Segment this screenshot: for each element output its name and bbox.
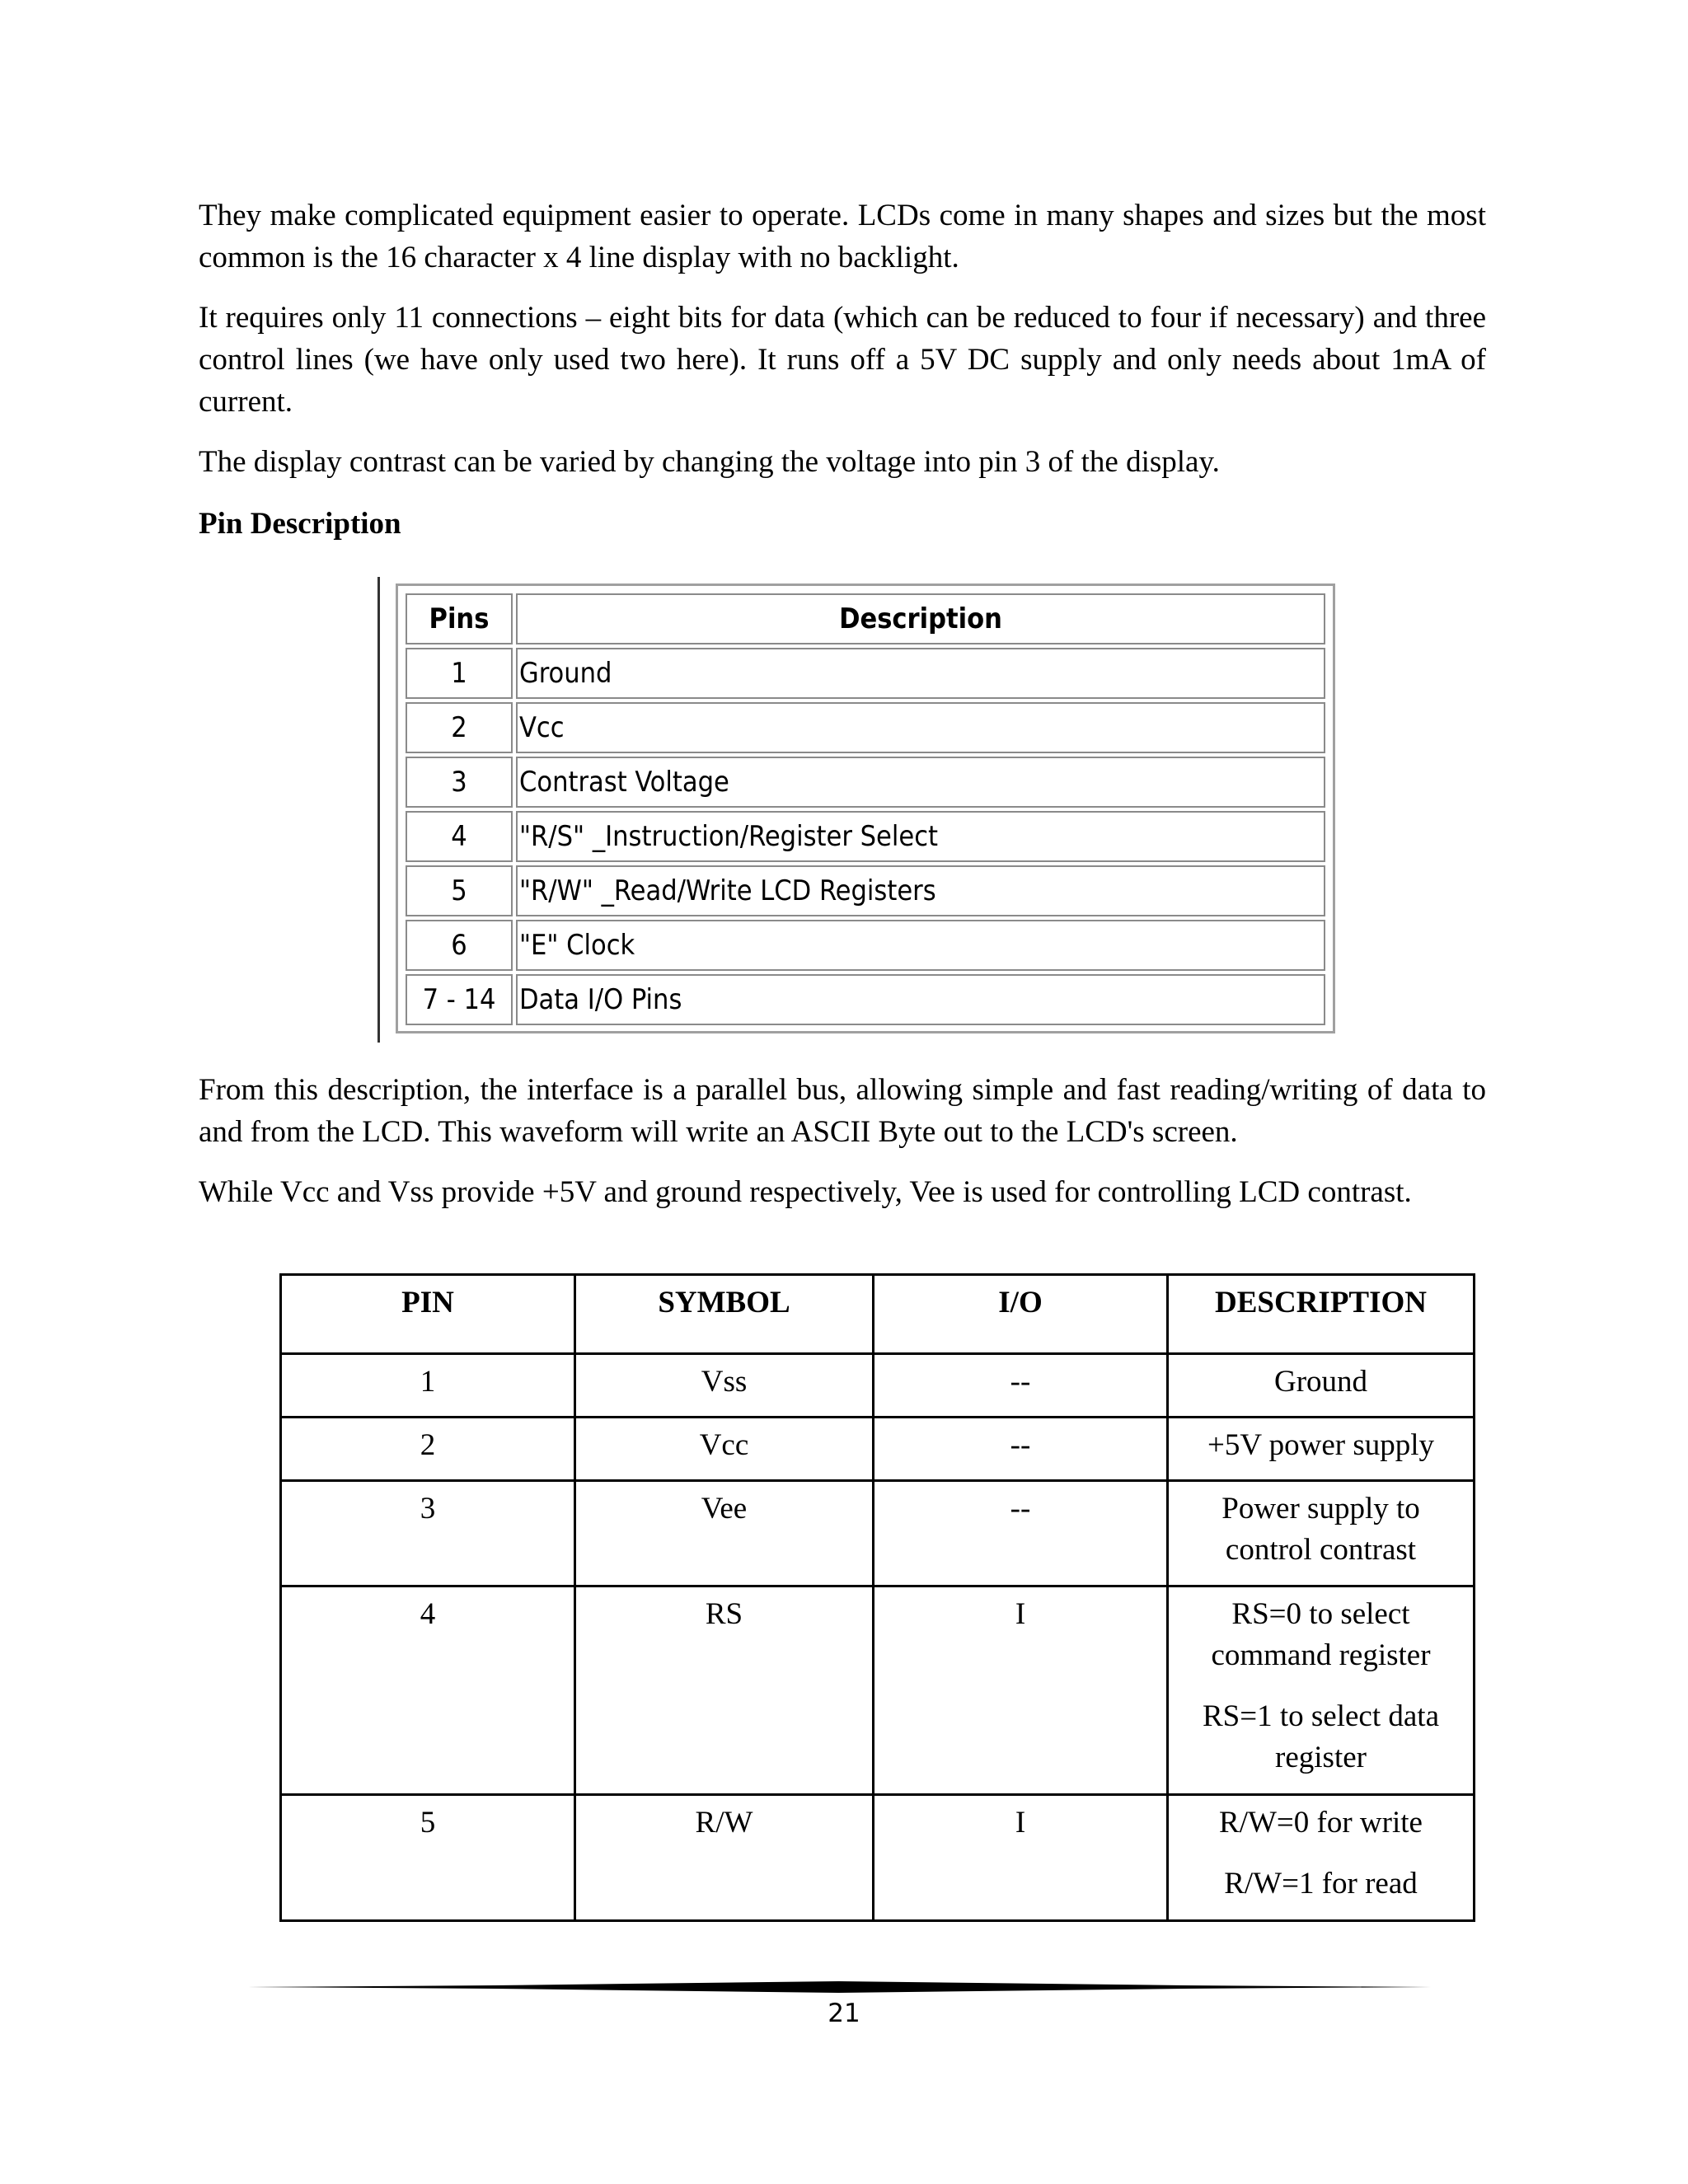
header-io: I/O (874, 1275, 1168, 1354)
cell-symbol: RS (575, 1586, 874, 1795)
cell-description (1168, 1354, 1475, 1418)
table-row (281, 1586, 1475, 1795)
figure-cell-pin: 2 (406, 702, 513, 753)
cell-pin: 3 (281, 1481, 575, 1586)
table-row (406, 865, 1325, 916)
table-row (281, 1481, 1475, 1586)
figure-cell-description: Ground (516, 648, 1325, 699)
header-description: DESCRIPTION (1168, 1275, 1475, 1354)
figure-cell-description: "R/S" _Instruction/Register Select (516, 811, 1325, 862)
cell-io: -- (874, 1418, 1168, 1481)
header-symbol: SYMBOL (575, 1275, 874, 1354)
figure-cell-pin: 4 (406, 811, 513, 862)
figure-cell-description: Vcc (516, 702, 1325, 753)
figure-header-description: Description (516, 593, 1325, 644)
figure-cell-description: "R/W" _Read/Write LCD Registers (516, 865, 1325, 916)
description-line: R/W=1 for read (1224, 1867, 1418, 1900)
figure-cell-description: "E" Clock (516, 920, 1325, 971)
pin-description-figure-table (402, 590, 1329, 1029)
cell-pin: 4 (281, 1586, 575, 1795)
cell-io: I (874, 1586, 1168, 1795)
description-line: Power supply to control contrast (1221, 1492, 1420, 1567)
description-line: +5V power supply (1207, 1428, 1435, 1462)
table-row (281, 1354, 1475, 1418)
table-row (406, 648, 1325, 699)
interface-paragraph: From this description, the interface is a parallel bus, allowing simple and fast reading/writing of data to and from the LCD. This waveform will write an ASCII Byte out to the LCD's screen. (199, 1073, 1486, 1149)
description-line: RS=1 to select data register (1202, 1699, 1439, 1774)
cell-symbol: Vss (575, 1354, 874, 1418)
cell-pin: 2 (281, 1418, 575, 1481)
figure-cell-description: Contrast Voltage (516, 757, 1325, 808)
pin-description-figure (377, 577, 1342, 1043)
cell-symbol: Vcc (575, 1418, 874, 1481)
pin-symbol-table (279, 1273, 1475, 1922)
cell-description (1168, 1481, 1475, 1586)
cell-symbol: Vee (575, 1481, 874, 1586)
figure-cell-pin: 6 (406, 920, 513, 971)
cell-description (1168, 1795, 1475, 1921)
figure-left-rule (377, 577, 380, 1043)
figure-cell-pin: 5 (406, 865, 513, 916)
figure-cell-pin: 7 - 14 (406, 974, 513, 1025)
cell-description (1168, 1586, 1475, 1795)
section-heading: Pin Description (199, 507, 401, 541)
cell-symbol: R/W (575, 1795, 874, 1921)
description-line: Ground (1273, 1365, 1368, 1399)
description-line: RS=0 to select command register (1211, 1597, 1431, 1672)
figure-cell-description: Data I/O Pins (516, 974, 1325, 1025)
table-row (406, 974, 1325, 1025)
pin-table-header-row (281, 1275, 1475, 1354)
table-row (281, 1418, 1475, 1481)
table-row (281, 1795, 1475, 1921)
cell-description (1168, 1418, 1475, 1481)
vee-paragraph: While Vcc and Vss provide +5V and ground respectively, Vee is used for controlling LCD contrast. (199, 1175, 1412, 1209)
connections-paragraph: It requires only 11 connections – eight bits for data (which can be reduced to four if necessary) and three control lines (we have only used two here). It runs off a 5V DC supply and only needs about 1mA of current. (199, 301, 1486, 419)
cell-io: -- (874, 1354, 1168, 1418)
cell-io: I (874, 1795, 1168, 1921)
figure-cell-pin: 1 (406, 648, 513, 699)
cell-io: -- (874, 1481, 1168, 1586)
header-pin: PIN (281, 1275, 575, 1354)
page-number: 21 (828, 1999, 860, 2028)
intro-paragraph: They make complicated equipment easier to operate. LCDs come in many shapes and sizes but the most common is the 16 character x 4 line display with no backlight. (199, 199, 1486, 274)
table-row (406, 811, 1325, 862)
figure-table-header-row (406, 593, 1325, 644)
table-row (406, 757, 1325, 808)
cell-pin: 1 (281, 1354, 575, 1418)
table-row (406, 702, 1325, 753)
description-line: R/W=0 for write (1219, 1806, 1423, 1840)
figure-cell-pin: 3 (406, 757, 513, 808)
figure-header-pins: Pins (406, 593, 513, 644)
table-row (406, 920, 1325, 971)
contrast-paragraph: The display contrast can be varied by changing the voltage into pin 3 of the display. (199, 445, 1220, 479)
footer-rule (247, 1981, 1431, 1993)
cell-pin: 5 (281, 1795, 575, 1921)
